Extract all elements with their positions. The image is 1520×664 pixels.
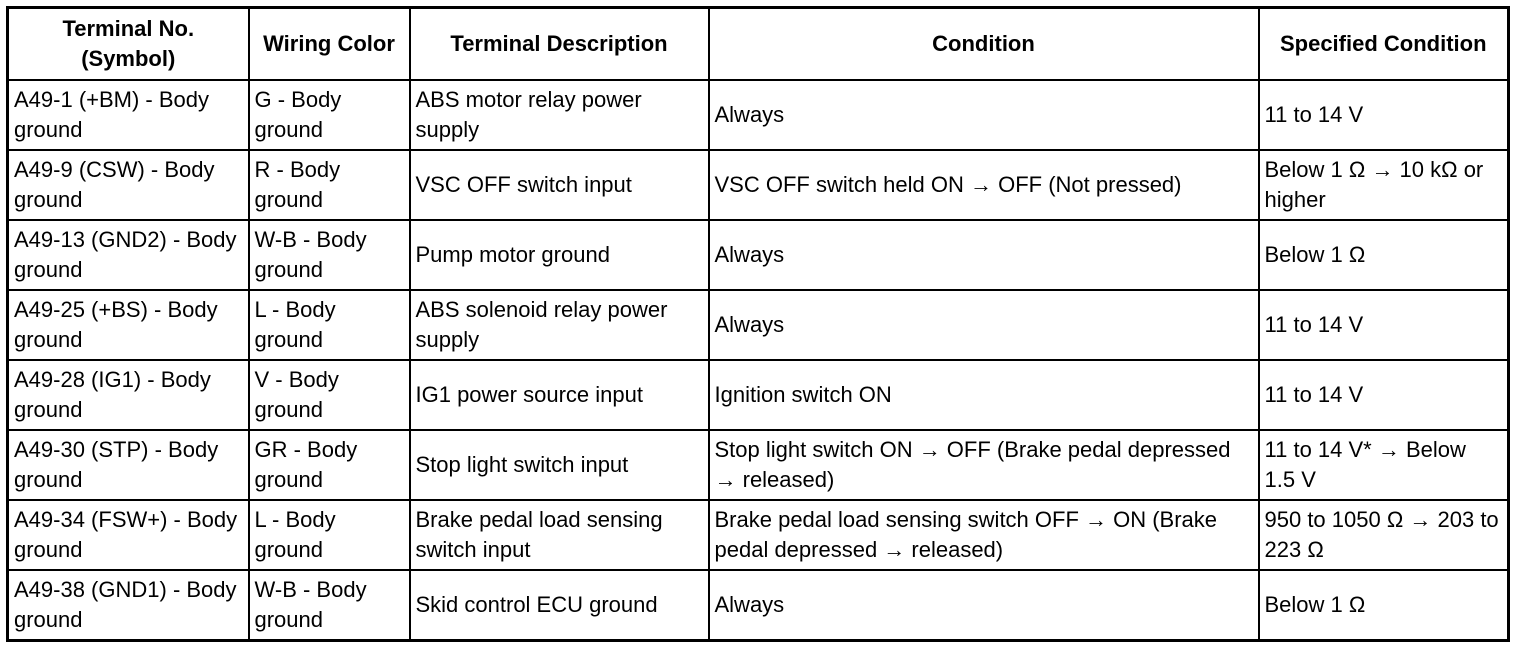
description-cell: ABS solenoid relay power supply (410, 290, 709, 360)
table-row (8, 430, 1509, 500)
terminal-cell: A49-13 (GND2) - Body ground (8, 220, 249, 290)
table-row (8, 360, 1509, 430)
wiring-color-cell: W-B - Body ground (249, 220, 410, 290)
terminal-spec-table (6, 6, 1510, 642)
condition-cell: VSC OFF switch held ON → OFF (Not pressed) (709, 150, 1259, 220)
condition-cell: Brake pedal load sensing switch OFF → ON (Brake pedal depressed → released) (709, 500, 1259, 570)
specified-condition-cell: Below 1 Ω → 10 kΩ or higher (1259, 150, 1509, 220)
wiring-color-cell: GR - Body ground (249, 430, 410, 500)
condition-cell: Ignition switch ON (709, 360, 1259, 430)
terminal-cell: A49-38 (GND1) - Body ground (8, 570, 249, 641)
specified-condition-cell: 11 to 14 V* → Below 1.5 V (1259, 430, 1509, 500)
description-cell: Stop light switch input (410, 430, 709, 500)
specified-condition-cell: 11 to 14 V (1259, 290, 1509, 360)
terminal-cell: A49-9 (CSW) - Body ground (8, 150, 249, 220)
header-specified-condition: Specified Condition (1259, 8, 1509, 81)
terminal-cell: A49-30 (STP) - Body ground (8, 430, 249, 500)
table-row (8, 80, 1509, 150)
table-row (8, 150, 1509, 220)
specified-condition-cell: Below 1 Ω (1259, 570, 1509, 641)
header-terminal-no-line2: (Symbol) (81, 46, 176, 71)
header-wiring-color: Wiring Color (249, 8, 410, 81)
table-row (8, 500, 1509, 570)
description-cell: Pump motor ground (410, 220, 709, 290)
terminal-cell: A49-25 (+BS) - Body ground (8, 290, 249, 360)
table-row (8, 570, 1509, 641)
wiring-color-cell: W-B - Body ground (249, 570, 410, 641)
terminal-cell: A49-34 (FSW+) - Body ground (8, 500, 249, 570)
wiring-color-cell: V - Body ground (249, 360, 410, 430)
specified-condition-cell: Below 1 Ω (1259, 220, 1509, 290)
table-header-row (8, 8, 1509, 81)
table-row (8, 220, 1509, 290)
header-terminal-description: Terminal Description (410, 8, 709, 81)
condition-cell: Always (709, 80, 1259, 150)
header-terminal-no-line1: Terminal No. (62, 16, 195, 41)
specified-condition-cell: 950 to 1050 Ω → 203 to 223 Ω (1259, 500, 1509, 570)
condition-cell: Always (709, 220, 1259, 290)
terminal-cell: A49-1 (+BM) - Body ground (8, 80, 249, 150)
terminal-cell: A49-28 (IG1) - Body ground (8, 360, 249, 430)
specified-condition-cell: 11 to 14 V (1259, 80, 1509, 150)
description-cell: ABS motor relay power supply (410, 80, 709, 150)
specified-condition-cell: 11 to 14 V (1259, 360, 1509, 430)
description-cell: Brake pedal load sensing switch input (410, 500, 709, 570)
wiring-color-cell: L - Body ground (249, 500, 410, 570)
condition-cell: Stop light switch ON → OFF (Brake pedal depressed → released) (709, 430, 1259, 500)
description-cell: VSC OFF switch input (410, 150, 709, 220)
wiring-color-cell: G - Body ground (249, 80, 410, 150)
description-cell: Skid control ECU ground (410, 570, 709, 641)
header-terminal-no (8, 8, 249, 81)
condition-cell: Always (709, 290, 1259, 360)
header-condition: Condition (709, 8, 1259, 81)
description-cell: IG1 power source input (410, 360, 709, 430)
wiring-color-cell: L - Body ground (249, 290, 410, 360)
condition-cell: Always (709, 570, 1259, 641)
table-row (8, 290, 1509, 360)
wiring-color-cell: R - Body ground (249, 150, 410, 220)
